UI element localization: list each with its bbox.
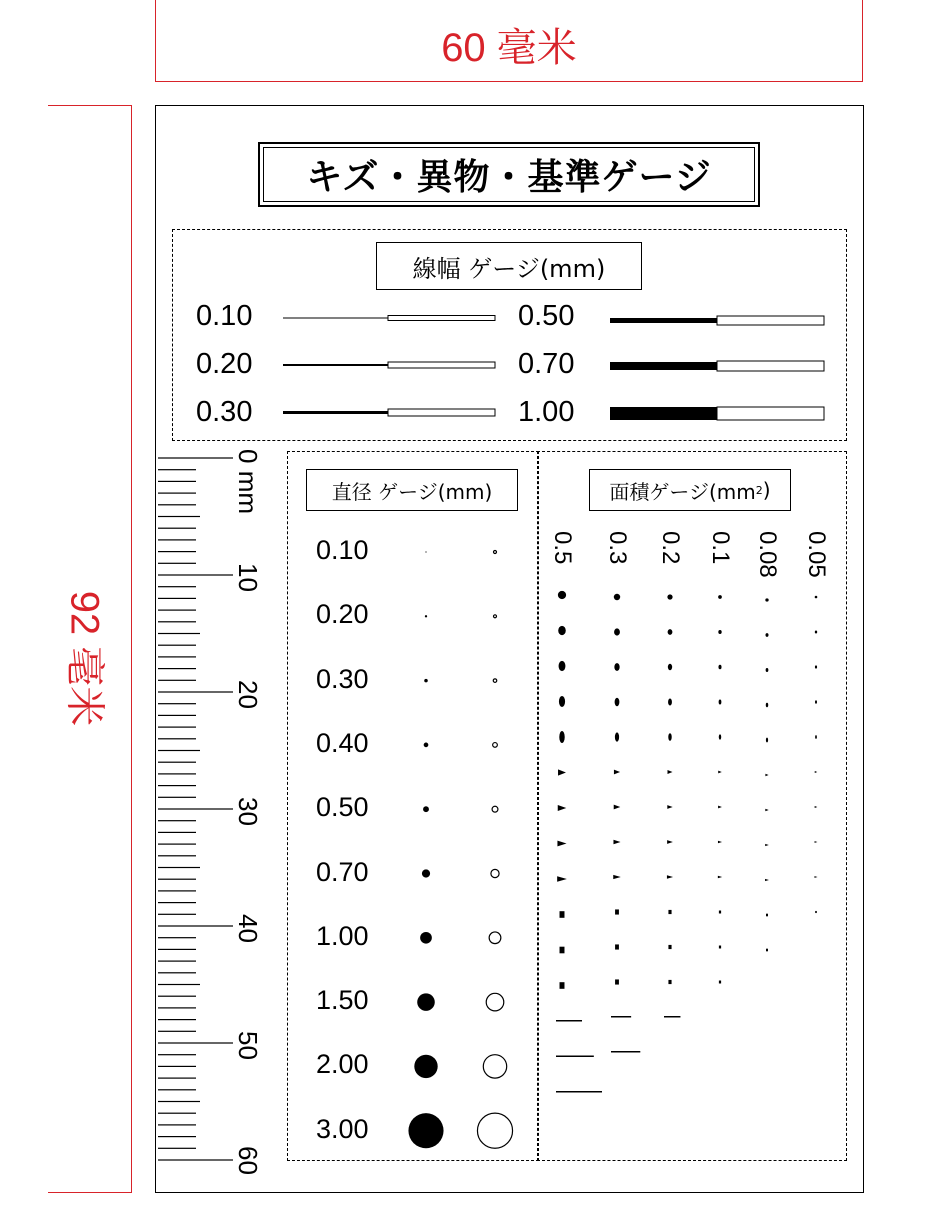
- area-column-label: 0.5: [549, 531, 576, 565]
- area-column-label: 0.08: [754, 531, 781, 578]
- area-shape: [718, 806, 722, 809]
- area-shape: [766, 949, 768, 952]
- area-shape: [560, 947, 565, 954]
- area-shape: [815, 771, 818, 773]
- area-shape: [815, 911, 817, 913]
- area-shape: [668, 733, 671, 741]
- area-shape: [556, 1056, 594, 1058]
- area-shape: [815, 665, 817, 668]
- area-shape: [667, 840, 673, 844]
- area-shape: [668, 698, 672, 705]
- diameter-value: 0.70: [316, 856, 369, 887]
- area-shape: [611, 1016, 631, 1018]
- ruler-label: 30: [233, 797, 263, 826]
- area-shape: [815, 841, 818, 843]
- diameter-value: 3.00: [316, 1113, 369, 1144]
- area-shape: [766, 668, 769, 672]
- area-shape: [719, 946, 721, 949]
- diameter-value: 1.00: [316, 920, 369, 951]
- area-shape: [766, 738, 768, 743]
- line-width-label: 線幅 ゲージ(mm): [376, 242, 642, 290]
- diameter-value: 0.30: [316, 663, 369, 694]
- diameter-value: 0.10: [316, 535, 369, 565]
- area-shape: [718, 630, 721, 634]
- ruler-label: 0 mm: [233, 449, 263, 515]
- area-shape: [815, 735, 817, 739]
- area-shape: [718, 771, 722, 774]
- line-width-value: 0.50: [518, 300, 575, 332]
- area-shape: [766, 914, 768, 917]
- area-shape: [614, 770, 620, 775]
- area-shape: [559, 696, 565, 707]
- area-shape: [614, 594, 620, 600]
- area-shape: [614, 663, 619, 671]
- width-dimension-label: 60 毫米: [441, 26, 577, 70]
- area-shape: [815, 631, 817, 634]
- area-column-label: 0.05: [803, 531, 830, 578]
- line-width-value: 0.20: [196, 348, 253, 380]
- area-shape: [615, 732, 619, 741]
- area-shape: [719, 981, 721, 984]
- area-shape: [611, 1051, 640, 1053]
- diameter-value: 2.00: [316, 1049, 369, 1080]
- area-column-label: 0.1: [707, 531, 734, 565]
- area-shape: [615, 909, 619, 914]
- area-shape: [718, 665, 721, 670]
- area-shape: [667, 805, 672, 809]
- area-shape: [614, 805, 621, 810]
- area-shape: [560, 982, 565, 989]
- area-shape: [615, 979, 619, 984]
- area-shape: [668, 910, 671, 914]
- area-column-label: 0.2: [657, 531, 684, 565]
- area-shape: [558, 805, 567, 811]
- diameter-value: 1.50: [316, 985, 369, 1016]
- area-shape: [556, 1020, 582, 1022]
- line-width-value: 0.10: [196, 300, 253, 332]
- ruler-label: 50: [233, 1031, 263, 1060]
- area-shape: [668, 664, 672, 670]
- area-shape: [557, 876, 567, 882]
- area-shape: [558, 626, 566, 635]
- area-shape: [615, 944, 619, 949]
- area-shape: [718, 595, 722, 599]
- diameter-label: 直径 ゲージ(mm): [306, 469, 518, 511]
- area-shape: [815, 700, 817, 704]
- area-shape: [668, 629, 673, 635]
- area-column-label: 0.3: [604, 531, 631, 565]
- area-shape: [766, 703, 768, 707]
- diameter-value: 0.20: [316, 599, 369, 630]
- area-shape: [765, 598, 768, 601]
- area-shape: [814, 876, 817, 878]
- line-width-value: 1.00: [518, 396, 575, 428]
- area-shape: [719, 734, 721, 739]
- area-shape: [668, 980, 671, 984]
- area-shape: [667, 770, 672, 774]
- area-shape: [765, 774, 768, 777]
- area-shape: [765, 879, 769, 881]
- area-shape: [614, 628, 620, 635]
- area-shape: [765, 844, 769, 846]
- area-shape: [667, 875, 673, 879]
- line-width-value: 0.70: [518, 348, 575, 380]
- area-shape: [667, 594, 672, 599]
- area-shape: [765, 633, 768, 637]
- area-shape: [559, 661, 566, 671]
- gauge-title: キズ・異物・基準ゲージ: [263, 147, 755, 202]
- diameter-value: 0.50: [316, 792, 369, 823]
- area-shape: [718, 876, 722, 878]
- area-shape: [719, 911, 721, 914]
- area-shape: [558, 591, 566, 599]
- area-shape: [558, 769, 566, 775]
- diameter-value: 0.40: [316, 727, 369, 758]
- area-shape: [613, 875, 621, 879]
- area-label: 面積ゲージ(mm 2 ): [589, 469, 791, 511]
- ruler-label: 60: [233, 1146, 263, 1175]
- area-shape: [718, 841, 722, 844]
- area-shape: [719, 700, 722, 705]
- area-shape: [664, 1016, 680, 1018]
- ruler-label: 20: [233, 680, 263, 709]
- area-shape: [668, 945, 671, 949]
- area-shape: [559, 731, 564, 743]
- area-shape: [615, 698, 620, 707]
- area-shape: [765, 809, 768, 811]
- ruler-label: 10: [233, 563, 263, 592]
- area-shape: [556, 1091, 602, 1093]
- line-width-value: 0.30: [196, 396, 253, 428]
- area-shape: [815, 806, 818, 808]
- area-shape: [815, 596, 818, 599]
- area-shape: [560, 911, 565, 918]
- ruler-label: 40: [233, 914, 263, 943]
- height-dimension-label: 92 毫米: [62, 590, 107, 727]
- area-shape: [557, 841, 566, 847]
- area-shape: [613, 840, 620, 844]
